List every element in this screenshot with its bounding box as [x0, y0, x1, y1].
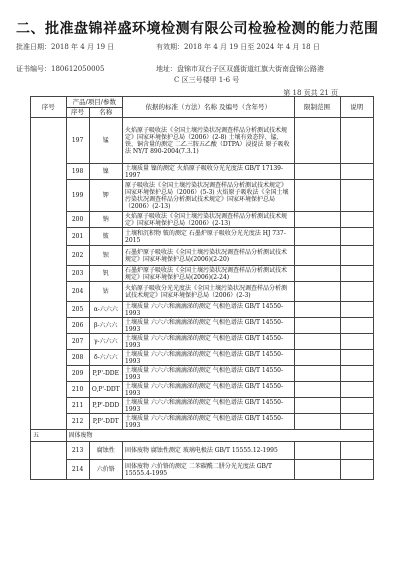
- header-item-no: 序号: [66, 108, 89, 118]
- header-product-item: 产品/项目/参数: [66, 97, 122, 108]
- note-cell: [340, 350, 374, 366]
- note-cell: [340, 266, 374, 282]
- table-row: [31, 118, 374, 164]
- validity-period: 有效期：2018 年 4 月 19 日至 2024 年 4 月 18 日: [156, 43, 320, 51]
- item-number: 207: [66, 334, 89, 350]
- limit-cell: [294, 334, 340, 350]
- item-number: 213: [66, 442, 89, 460]
- item-number: 210: [66, 382, 89, 398]
- table-row: [31, 266, 374, 282]
- limit-cell: [294, 180, 340, 212]
- category-name: 固体废物: [66, 430, 373, 442]
- item-name: δ-六六六: [89, 350, 122, 366]
- item-name: 铍: [89, 228, 122, 246]
- note-cell: [340, 246, 374, 266]
- limit-cell: [294, 164, 340, 180]
- limit-cell: [294, 282, 340, 302]
- limit-cell: [294, 246, 340, 266]
- table-row: [31, 282, 374, 302]
- limit-cell: [294, 442, 340, 460]
- method-cell: 土壤质量 六六六和滴滴涕的测定 气相色谱法 GB/T 14550-1993: [123, 302, 294, 318]
- note-cell: [340, 164, 374, 180]
- item-name: α-六六六: [89, 302, 122, 318]
- item-number: 204: [66, 282, 89, 302]
- item-number: 203: [66, 266, 89, 282]
- table-row: [31, 164, 374, 180]
- item-name: P,P'-DDE: [89, 366, 122, 382]
- limit-cell: [294, 228, 340, 246]
- item-number: 209: [66, 366, 89, 382]
- note-cell: [340, 282, 374, 302]
- method-cell: 石墨炉原子吸收法《全国土壤污染状况调查样品分析测试技术规定》国家环境保护总局(2006)(2-20): [123, 246, 294, 266]
- note-cell: [340, 212, 374, 228]
- item-number: 212: [66, 414, 89, 430]
- table-row: [31, 334, 374, 350]
- table-row: [31, 398, 374, 414]
- item-number: 199: [66, 180, 89, 212]
- limit-cell: [294, 350, 340, 366]
- item-name: 钾: [89, 180, 122, 212]
- item-name: 钠: [89, 212, 122, 228]
- note-cell: [340, 414, 374, 430]
- address-line-1: 地址：盘锦市双台子区双盛街道红旗大街南盘锦公路港: [156, 65, 324, 73]
- capability-table: [30, 96, 374, 480]
- item-number: 206: [66, 318, 89, 334]
- item-name: β-六六六: [89, 318, 122, 334]
- table-row: [31, 302, 374, 318]
- note-cell: [340, 460, 374, 480]
- category-cell: [31, 118, 67, 430]
- note-cell: [340, 382, 374, 398]
- table-row: [31, 350, 374, 366]
- method-cell: 土壤质量 六六六和滴滴涕的测定 气相色谱法 GB/T 14550-1993: [123, 414, 294, 430]
- table-row: [31, 442, 374, 460]
- limit-cell: [294, 366, 340, 382]
- note-cell: [340, 442, 374, 460]
- method-cell: 火焰原子吸收分光光度法《全国土壤污染状况调查样品分析测试技术规定》国家环境保护总局（2006）(2-3): [123, 282, 294, 302]
- item-name: 钡: [89, 246, 122, 266]
- limit-cell: [294, 212, 340, 228]
- method-cell: 土壤和沉积物 铍的测定 石墨炉原子吸收分光光度法 HJ 737-2015: [123, 228, 294, 246]
- method-cell: 固体废物 腐蚀性测定 玻璃电极法 GB/T 15555.12-1995: [123, 442, 294, 460]
- table-row: [31, 318, 374, 334]
- item-number: 201: [66, 228, 89, 246]
- item-name: P,P'-DDT: [89, 414, 122, 430]
- address-line-2: C 区三号楼甲 1-6 号: [174, 76, 240, 84]
- limit-cell: [294, 382, 340, 398]
- item-name: γ-六六六: [89, 334, 122, 350]
- note-cell: [340, 318, 374, 334]
- method-cell: 火焰原子吸收法《全国土壤污染状况调查样品分析测试技术规定》国家环境保护总局（2006）(2-8) 土壤有效态锌、锰、铁、铜含量的测定 二乙三胺五乙酸（DTPA）浸提法 原子吸收法 NY/T 890-2004(7.3.1): [123, 118, 294, 164]
- limit-cell: [294, 118, 340, 164]
- limit-cell: [294, 460, 340, 480]
- header-method: 依据的标准（方法）名称 及编号（含年号）: [123, 97, 294, 118]
- limit-cell: [294, 398, 340, 414]
- item-number: 211: [66, 398, 89, 414]
- header-limit: 限制范围: [294, 97, 340, 118]
- item-number: 198: [66, 164, 89, 180]
- approval-date: 批准日期：2018 年 4 月 19 日: [16, 43, 115, 51]
- item-number: 208: [66, 350, 89, 366]
- item-number: 197: [66, 118, 89, 164]
- header-category-no: 序号: [31, 97, 67, 118]
- item-name: 镍: [89, 164, 122, 180]
- method-cell: 土壤质量 镍的测定 火焰原子吸收分光光度法 GB/T 17139-1997: [123, 164, 294, 180]
- item-number: 214: [66, 460, 89, 480]
- note-cell: [340, 118, 374, 164]
- certificate-number: 证书编号：180612050005: [16, 65, 105, 73]
- item-name: 六价铬: [89, 460, 122, 480]
- note-cell: [340, 334, 374, 350]
- limit-cell: [294, 414, 340, 430]
- method-cell: 土壤质量 六六六和滴滴涕的测定 气相色谱法 GB/T 14550-1993: [123, 318, 294, 334]
- header-row-1: [31, 97, 374, 108]
- method-cell: 火焰原子吸收法《全国土壤污染状况调查样品分析测试技术规定》国家环境保护总局（2006）(2-13): [123, 212, 294, 228]
- item-name: P,P'-DDD: [89, 398, 122, 414]
- method-cell: 原子吸收法《全国土壤污染状况调查样品分析测试技术规定》国家环境保护总局（2006）(5-3) 火焰原子吸收法《全国土壤污染状况调查样品分析测试技术规定》国家环境保护总局（2006）(2-13): [123, 180, 294, 212]
- header-item-name: 名称: [89, 108, 122, 118]
- note-cell: [340, 228, 374, 246]
- method-cell: 土壤质量 六六六和滴滴涕的测定 气相色谱法 GB/T 14550-1993: [123, 398, 294, 414]
- item-number: 202: [66, 246, 89, 266]
- page-title: 二、批准盘锦祥盛环境检测有限公司检验检测的能力范围: [16, 21, 379, 37]
- table-row: [31, 212, 374, 228]
- table-row: [31, 460, 374, 480]
- page-info: 第 18 页共 21 页: [283, 89, 338, 97]
- category-number: 五: [31, 430, 67, 442]
- limit-cell: [294, 266, 340, 282]
- note-cell: [340, 366, 374, 382]
- method-cell: 土壤质量 六六六和滴滴涕的测定 气相色谱法 GB/T 14550-1993: [123, 334, 294, 350]
- item-name: 腐蚀性: [89, 442, 122, 460]
- item-number: 205: [66, 302, 89, 318]
- table-row: [31, 366, 374, 382]
- table-row: [31, 414, 374, 430]
- method-cell: 土壤质量 六六六和滴滴涕的测定 气相色谱法 GB/T 14550-1993: [123, 366, 294, 382]
- method-cell: 土壤质量 六六六和滴滴涕的测定 气相色谱法 GB/T 14550-1993: [123, 350, 294, 366]
- table-row: [31, 228, 374, 246]
- header-note: 说明: [340, 97, 374, 118]
- note-cell: [340, 398, 374, 414]
- table-row: [31, 382, 374, 398]
- category-row: [31, 430, 374, 442]
- note-cell: [340, 302, 374, 318]
- item-number: 200: [66, 212, 89, 228]
- limit-cell: [294, 318, 340, 334]
- note-cell: [340, 180, 374, 212]
- item-name: 锰: [89, 118, 122, 164]
- method-cell: 石墨炉原子吸收法《全国土壤污染状况调查样品分析测试技术规定》国家环境保护总局(2006)(2-24): [123, 266, 294, 282]
- item-name: O,P'-DDT: [89, 382, 122, 398]
- item-name: 钴: [89, 282, 122, 302]
- method-cell: 土壤质量 六六六和滴滴涕的测定 气相色谱法 GB/T 14550-1993: [123, 382, 294, 398]
- table-row: [31, 180, 374, 212]
- table-row: [31, 246, 374, 266]
- method-cell: 固体废物 六价铬的测定 二苯碳酰二肼分光光度法 GB/T 15555.4-1995: [123, 460, 294, 480]
- item-name: 钒: [89, 266, 122, 282]
- limit-cell: [294, 302, 340, 318]
- category-cell: [31, 442, 67, 480]
